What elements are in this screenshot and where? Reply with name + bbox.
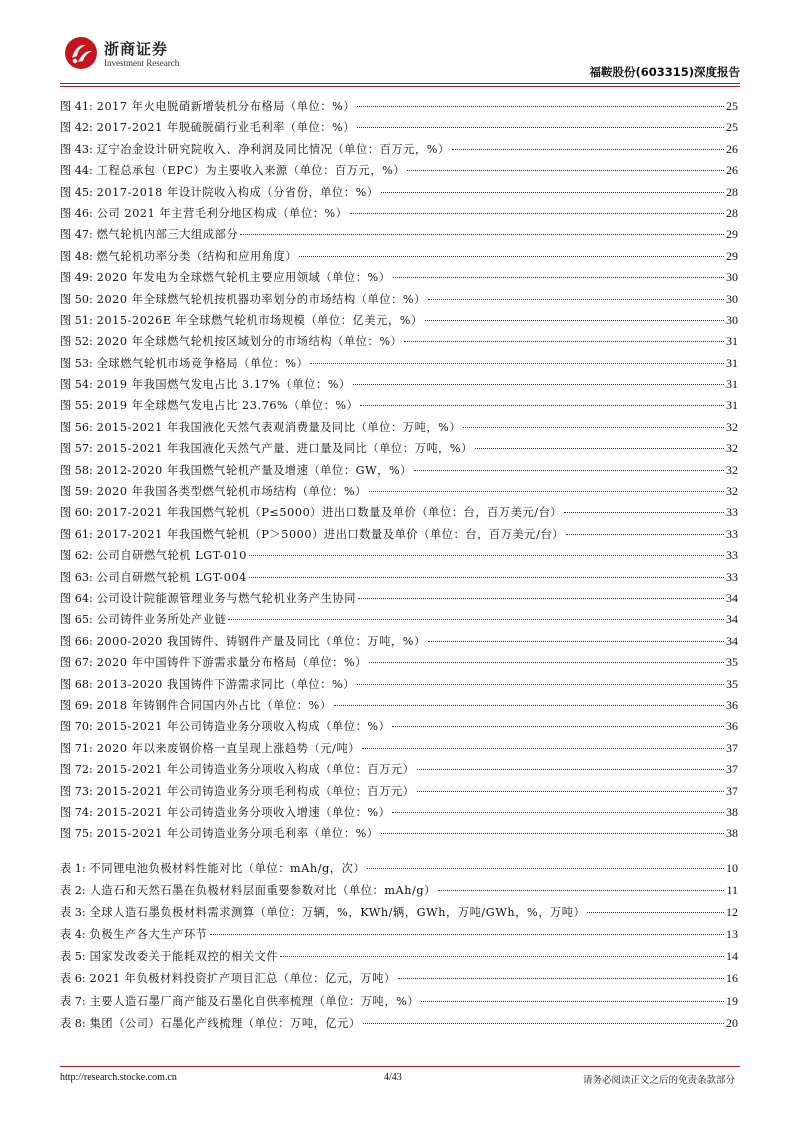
toc-entry-label: 表 3: bbox=[60, 906, 86, 920]
toc-entry-label: 图 56: bbox=[60, 420, 93, 434]
toc-entry-label: 图 54: bbox=[60, 378, 93, 392]
figure-toc-entry[interactable] bbox=[60, 633, 738, 654]
toc-dot-leader bbox=[249, 555, 724, 556]
toc-entry-label: 表 5: bbox=[60, 950, 86, 964]
toc-entry-label: 表 2: bbox=[60, 884, 86, 898]
figure-toc-entry[interactable] bbox=[60, 376, 738, 397]
toc-entry-page: 31 bbox=[726, 398, 738, 413]
toc-dot-leader bbox=[414, 470, 724, 471]
toc-entry-title: 主要人造石墨厂商产能及石墨化自供率梳理（单位：万吨，%） bbox=[89, 994, 420, 1008]
figure-toc-entry[interactable] bbox=[60, 248, 738, 269]
figure-index bbox=[60, 98, 738, 847]
table-toc-entry[interactable] bbox=[60, 904, 738, 926]
toc-dot-leader bbox=[363, 1023, 724, 1024]
toc-entry-page: 33 bbox=[726, 548, 738, 563]
toc-dot-leader bbox=[392, 726, 724, 727]
toc-entry-title: 2019 年全球燃气发电占比 23.76%（单位：%） bbox=[96, 399, 359, 413]
table-toc-entry[interactable] bbox=[60, 970, 738, 992]
figure-toc-entry[interactable] bbox=[60, 547, 738, 568]
toc-entry-page: 35 bbox=[726, 676, 738, 691]
toc-entry-page: 34 bbox=[726, 612, 738, 627]
figure-toc-entry[interactable] bbox=[60, 141, 738, 162]
toc-dot-leader bbox=[425, 320, 724, 321]
toc-entry-page: 33 bbox=[726, 569, 738, 584]
toc-dot-leader bbox=[357, 684, 724, 685]
figure-toc-entry[interactable] bbox=[60, 162, 738, 183]
header-rule bbox=[60, 83, 740, 84]
toc-entry-label: 图 51: bbox=[60, 313, 93, 327]
toc-dot-leader bbox=[407, 170, 724, 171]
toc-dot-leader bbox=[392, 812, 724, 813]
toc-dot-leader bbox=[438, 890, 724, 891]
toc-entry-title: 公司设计院能源管理业务与燃气轮机业务产生协同 bbox=[96, 591, 357, 605]
toc-entry-title: 2020 年全球燃气轮机按区域划分的市场结构（单位：%） bbox=[96, 335, 403, 349]
toc-dot-leader bbox=[280, 956, 724, 957]
toc-dot-leader bbox=[249, 577, 724, 578]
toc-entry-page: 33 bbox=[726, 505, 738, 520]
table-toc-entry[interactable] bbox=[60, 882, 738, 904]
figure-toc-entry[interactable] bbox=[60, 226, 738, 247]
toc-dot-leader bbox=[393, 277, 724, 278]
figure-toc-entry[interactable] bbox=[60, 676, 738, 697]
figure-toc-entry[interactable] bbox=[60, 804, 738, 825]
figure-toc-entry[interactable] bbox=[60, 611, 738, 632]
toc-dot-leader bbox=[417, 791, 724, 792]
toc-entry-title: 公司自研燃气轮机 LGT-010 bbox=[96, 549, 247, 563]
figure-toc-entry[interactable] bbox=[60, 205, 738, 226]
page-header bbox=[60, 36, 740, 84]
toc-entry-label: 表 1: bbox=[60, 862, 86, 875]
table-toc-entry[interactable] bbox=[60, 993, 738, 1015]
figure-toc-entry[interactable] bbox=[60, 291, 738, 312]
toc-entry-page: 32 bbox=[726, 419, 738, 434]
toc-entry-page: 35 bbox=[726, 655, 738, 670]
toc-entry-label: 图 74: bbox=[60, 805, 93, 819]
toc-entry-page: 28 bbox=[726, 184, 738, 199]
figure-toc-entry[interactable] bbox=[60, 654, 738, 675]
toc-dot-leader bbox=[240, 234, 724, 235]
toc-entry-page: 38 bbox=[726, 804, 738, 819]
toc-entry-title: 集团（公司）石墨化产线梳理（单位：万吨，亿元） bbox=[89, 1016, 361, 1030]
toc-entry-label: 图 72: bbox=[60, 763, 93, 777]
toc-entry-title: 2015-2021 年公司铸造业务分项收入构成（单位：%） bbox=[96, 720, 391, 734]
toc-entry-page: 11 bbox=[726, 883, 738, 898]
toc-entry-title: 2017-2021 年我国燃气轮机（P＞5000）进出口数量及单价（单位：台，百万美元/台） bbox=[96, 527, 565, 541]
toc-entry-label: 图 69: bbox=[60, 698, 93, 712]
toc-entry-label: 图 75: bbox=[60, 827, 93, 841]
figure-toc-entry[interactable] bbox=[60, 483, 738, 504]
toc-dot-leader bbox=[564, 512, 724, 513]
toc-entry-label: 图 50: bbox=[60, 292, 93, 306]
toc-entry-title: 2012-2020 年我国燃气轮机产量及增速（单位：GW，%） bbox=[96, 463, 413, 477]
toc-entry-label: 图 57: bbox=[60, 442, 93, 456]
toc-entry-label: 图 41: bbox=[60, 100, 93, 113]
toc-entry-title: 公司 2021 年主营毛利分地区构成（单位：%） bbox=[96, 206, 348, 220]
toc-entry-page: 34 bbox=[726, 590, 738, 605]
toc-dot-leader bbox=[369, 491, 724, 492]
toc-dot-leader bbox=[475, 448, 724, 449]
toc-entry-title: 2020 年我国各类型燃气轮机市场结构（单位：%） bbox=[96, 485, 367, 499]
toc-entry-page: 30 bbox=[726, 270, 738, 285]
figure-toc-entry[interactable] bbox=[60, 355, 738, 376]
toc-entry-title: 2017-2021 年我国燃气轮机（P≤5000）进出口数量及单价（单位：台，百万美元/台） bbox=[96, 506, 563, 520]
page-number: 4/43 bbox=[384, 1072, 402, 1083]
figure-toc-entry[interactable] bbox=[60, 740, 738, 761]
toc-entry-label: 图 65: bbox=[60, 613, 93, 627]
toc-entry-page: 38 bbox=[726, 826, 738, 841]
toc-entry-title: 人造石和天然石墨在负极材料层面重要参数对比（单位：mAh/g） bbox=[89, 884, 436, 898]
toc-dot-leader bbox=[428, 299, 724, 300]
toc-entry-label: 图 46: bbox=[60, 206, 93, 220]
toc-entry-title: 2020 年中国铸件下游需求量分布格局（单位：%） bbox=[96, 656, 367, 670]
figure-toc-entry[interactable] bbox=[60, 569, 738, 590]
toc-entry-page: 28 bbox=[726, 205, 738, 220]
toc-entry-label: 图 60: bbox=[60, 506, 93, 520]
toc-entry-label: 图 53: bbox=[60, 356, 93, 370]
toc-dot-leader bbox=[358, 598, 724, 599]
footer-url[interactable]: http://research.stocke.com.cn bbox=[60, 1072, 177, 1083]
toc-entry-title: 2020 年发电为全球燃气轮机主要应用领域（单位：%） bbox=[96, 271, 391, 285]
toc-dot-leader bbox=[228, 619, 724, 620]
toc-dot-leader bbox=[360, 405, 724, 406]
toc-entry-page: 37 bbox=[726, 783, 738, 798]
toc-entry-label: 图 68: bbox=[60, 677, 93, 691]
figure-toc-entry[interactable] bbox=[60, 419, 738, 440]
toc-entry-title: 2015-2021 年我国液化天然气产量、进口量及同比（单位：万吨，%） bbox=[96, 442, 473, 456]
toc-entry-title: 全球人造石墨负极材料需求测算（单位：万辆，%，KWh/辆，GWh，万吨/GWh，%，万吨） bbox=[89, 906, 586, 920]
toc-entry-page: 16 bbox=[726, 971, 738, 986]
toc-entry-title: 2015-2021 年我国液化天然气表观消费量及同比（单位：万吨，%） bbox=[96, 420, 462, 434]
toc-dot-leader bbox=[587, 912, 724, 913]
toc-entry-page: 25 bbox=[726, 120, 738, 135]
figure-toc-entry[interactable] bbox=[60, 269, 738, 290]
toc-entry-page: 13 bbox=[726, 927, 738, 942]
toc-dot-leader bbox=[353, 384, 724, 385]
toc-entry-title: 2015-2021 年公司铸造业务分项毛利构成（单位：百万元） bbox=[96, 784, 415, 798]
toc-entry-title: 全球燃气轮机市场竞争格局（单位：%） bbox=[96, 356, 309, 370]
toc-dot-leader bbox=[398, 978, 724, 979]
table-toc-entry[interactable] bbox=[60, 948, 738, 970]
toc-entry-label: 图 58: bbox=[60, 463, 93, 477]
toc-entry-page: 20 bbox=[726, 1015, 738, 1030]
toc-entry-label: 图 52: bbox=[60, 335, 93, 349]
toc-entry-title: 2015-2026E 年全球燃气轮机市场规模（单位：亿美元，%） bbox=[96, 313, 423, 327]
toc-entry-page: 25 bbox=[726, 99, 738, 113]
toc-dot-leader bbox=[381, 192, 724, 193]
figure-toc-entry[interactable] bbox=[60, 718, 738, 739]
toc-entry-page: 37 bbox=[726, 762, 738, 777]
toc-entry-label: 图 42: bbox=[60, 121, 93, 135]
toc-entry-title: 负极生产各大生产环节 bbox=[89, 928, 208, 942]
brand-name-cn: 浙商证券 bbox=[104, 40, 169, 58]
figure-toc-entry[interactable] bbox=[60, 825, 738, 846]
brand-name-en: Investment Research bbox=[104, 58, 180, 68]
toc-entry-title: 2015-2021 年公司铸造业务分项毛利率（单位：%） bbox=[96, 827, 379, 841]
toc-entry-title: 辽宁冶金设计研究院收入、净利润及同比情况（单位：百万元，%） bbox=[96, 142, 450, 156]
toc-entry-title: 2013-2020 我国铸件下游需求同比（单位：%） bbox=[96, 677, 356, 691]
toc-entry-title: 2000-2020 我国铸件、铸钢件产量及同比（单位：万吨，%） bbox=[96, 634, 426, 648]
figure-toc-entry[interactable] bbox=[60, 462, 738, 483]
toc-entry-page: 31 bbox=[726, 355, 738, 370]
figure-toc-entry[interactable] bbox=[60, 783, 738, 804]
footer-disclaimer: 请务必阅读正文之后的免责条款部分 bbox=[582, 1075, 735, 1086]
toc-dot-leader bbox=[310, 363, 724, 364]
toc-entry-title: 2020 年以来废钢价格一直呈现上涨趋势（元/吨） bbox=[96, 741, 361, 755]
toc-entry-title: 2017-2021 年脱硫脱硝行业毛利率（单位：%） bbox=[96, 121, 356, 135]
toc-dot-leader bbox=[452, 149, 724, 150]
figure-toc-entry[interactable] bbox=[60, 590, 738, 611]
toc-entry-label: 图 66: bbox=[60, 634, 93, 648]
figure-toc-entry[interactable] bbox=[60, 98, 738, 119]
toc-dot-leader bbox=[381, 833, 724, 834]
figure-toc-entry[interactable] bbox=[60, 397, 738, 418]
toc-entry-label: 图 47: bbox=[60, 228, 93, 242]
toc-entry-label: 图 55: bbox=[60, 399, 93, 413]
toc-dot-leader bbox=[299, 256, 724, 257]
figure-toc-entry[interactable] bbox=[60, 184, 738, 205]
toc-entry-page: 10 bbox=[726, 861, 738, 875]
toc-entry-title: 燃气轮机内部三大组成部分 bbox=[96, 228, 239, 242]
toc-dot-leader bbox=[369, 662, 724, 663]
toc-entry-page: 29 bbox=[726, 227, 738, 242]
toc-entry-page: 30 bbox=[726, 312, 738, 327]
figure-toc-entry[interactable] bbox=[60, 312, 738, 333]
report-title: 福鞍股份(603315)深度报告 bbox=[589, 65, 740, 79]
toc-dot-leader bbox=[334, 705, 724, 706]
toc-entry-title: 公司铸件业务所处产业链 bbox=[96, 613, 227, 627]
toc-entry-page: 33 bbox=[726, 526, 738, 541]
toc-entry-label: 图 45: bbox=[60, 185, 93, 199]
toc-entry-title: 国家发改委关于能耗双控的相关文件 bbox=[89, 950, 279, 964]
table-toc-entry[interactable] bbox=[60, 926, 738, 948]
toc-entry-page: 31 bbox=[726, 334, 738, 349]
toc-entry-page: 12 bbox=[726, 905, 738, 920]
toc-entry-label: 图 44: bbox=[60, 164, 93, 178]
toc-entry-title: 2017-2018 年设计院收入构成（分省份，单位：%） bbox=[96, 185, 379, 199]
toc-entry-label: 图 71: bbox=[60, 741, 93, 755]
toc-entry-title: 不同锂电池负极材料性能对比（单位：mAh/g，次） bbox=[89, 862, 366, 875]
toc-entry-title: 工程总承包（EPC）为主要收入来源（单位：百万元，%） bbox=[96, 164, 406, 178]
toc-entry-page: 36 bbox=[726, 697, 738, 712]
toc-dot-leader bbox=[463, 427, 724, 428]
toc-entry-page: 19 bbox=[726, 993, 738, 1008]
toc-dot-leader bbox=[350, 213, 724, 214]
toc-entry-label: 图 63: bbox=[60, 570, 93, 584]
toc-dot-leader bbox=[421, 1001, 724, 1002]
toc-entry-label: 图 64: bbox=[60, 591, 93, 605]
figure-toc-entry[interactable] bbox=[60, 697, 738, 718]
toc-entry-page: 32 bbox=[726, 484, 738, 499]
toc-entry-page: 26 bbox=[726, 163, 738, 178]
toc-entry-label: 图 62: bbox=[60, 549, 93, 563]
toc-dot-leader bbox=[566, 534, 724, 535]
table-toc-entry[interactable] bbox=[60, 1015, 738, 1037]
toc-entry-page: 32 bbox=[726, 441, 738, 456]
toc-dot-leader bbox=[210, 934, 724, 935]
toc-entry-label: 表 8: bbox=[60, 1016, 86, 1030]
toc-entry-title: 2015-2021 年公司铸造业务分项收入增速（单位：%） bbox=[96, 805, 391, 819]
toc-entry-title: 2018 年铸钢件合同国内外占比（单位：%） bbox=[96, 698, 332, 712]
toc-entry-label: 图 73: bbox=[60, 784, 93, 798]
toc-entry-label: 图 49: bbox=[60, 271, 93, 285]
toc-entry-page: 29 bbox=[726, 248, 738, 263]
toc-entry-page: 30 bbox=[726, 291, 738, 306]
toc-entry-page: 34 bbox=[726, 633, 738, 648]
table-toc-entry[interactable] bbox=[60, 860, 738, 882]
toc-dot-leader bbox=[357, 127, 724, 128]
toc-entry-page: 26 bbox=[726, 141, 738, 156]
header-rule-thin bbox=[60, 86, 740, 87]
toc-entry-title: 2021 年负极材料投资扩产项目汇总（单位：亿元，万吨） bbox=[89, 972, 396, 986]
toc-entry-title: 公司自研燃气轮机 LGT-004 bbox=[96, 570, 247, 584]
toc-dot-leader bbox=[367, 868, 724, 869]
toc-entry-label: 表 7: bbox=[60, 994, 86, 1008]
toc-entry-label: 表 6: bbox=[60, 972, 86, 986]
toc-entry-title: 2020 年全球燃气轮机按机器功率划分的市场结构（单位：%） bbox=[96, 292, 426, 306]
toc-entry-label: 图 61: bbox=[60, 527, 93, 541]
toc-entry-label: 图 67: bbox=[60, 656, 93, 670]
figure-toc-entry[interactable] bbox=[60, 504, 738, 525]
toc-entry-label: 图 43: bbox=[60, 142, 93, 156]
toc-dot-leader bbox=[362, 748, 724, 749]
zheshang-logo-icon bbox=[64, 36, 98, 70]
toc-entry-label: 图 48: bbox=[60, 249, 93, 263]
toc-entry-title: 燃气轮机功率分类（结构和应用角度） bbox=[96, 249, 298, 263]
toc-dot-leader bbox=[417, 769, 724, 770]
figure-toc-entry[interactable] bbox=[60, 333, 738, 354]
figure-toc-entry[interactable] bbox=[60, 526, 738, 547]
toc-entry-title: 2019 年我国燃气发电占比 3.17%（单位：%） bbox=[96, 378, 351, 392]
figure-toc-entry[interactable] bbox=[60, 440, 738, 461]
figure-toc-entry[interactable] bbox=[60, 119, 738, 140]
table-index bbox=[60, 860, 738, 1037]
toc-entry-label: 图 59: bbox=[60, 485, 93, 499]
toc-entry-label: 图 70: bbox=[60, 720, 93, 734]
toc-entry-label: 表 4: bbox=[60, 928, 86, 942]
toc-dot-leader bbox=[357, 106, 724, 107]
figure-toc-entry[interactable] bbox=[60, 761, 738, 782]
toc-entry-title: 2017 年火电脱硝新增装机分布格局（单位：%） bbox=[96, 100, 356, 113]
toc-entry-page: 32 bbox=[726, 462, 738, 477]
toc-entry-page: 37 bbox=[726, 740, 738, 755]
toc-entry-title: 2015-2021 年公司铸造业务分项收入构成（单位：百万元） bbox=[96, 763, 415, 777]
footer-rule bbox=[60, 1066, 740, 1067]
toc-dot-leader bbox=[428, 641, 724, 642]
toc-entry-page: 31 bbox=[726, 377, 738, 392]
toc-dot-leader bbox=[404, 341, 724, 342]
toc-entry-page: 14 bbox=[726, 949, 738, 964]
toc-entry-page: 36 bbox=[726, 719, 738, 734]
